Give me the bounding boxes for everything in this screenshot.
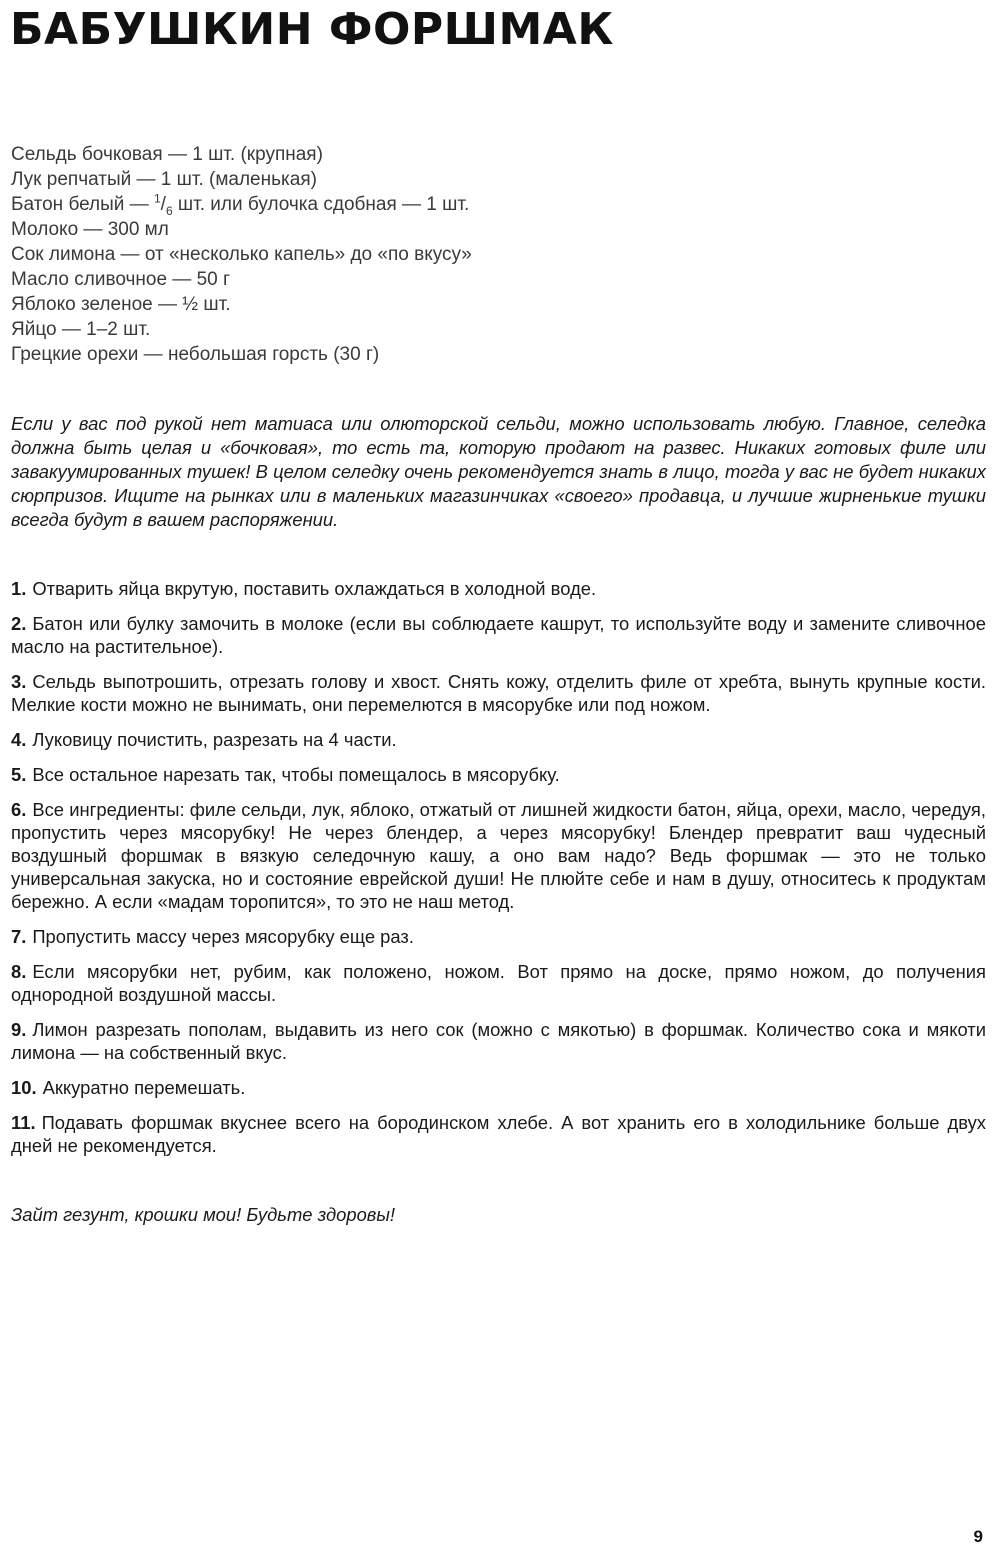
step-number: 6. (11, 799, 27, 820)
step-text: Все остальное нарезать так, чтобы помещалось в мясорубку. (32, 764, 560, 785)
closing-wish: Зайт гезунт, крошки мои! Будьте здоровы! (11, 1204, 396, 1225)
step-text: Луковицу почистить, разрезать на 4 части. (32, 729, 397, 750)
ingredient-item (11, 192, 911, 217)
step-item (11, 798, 986, 913)
step-number: 8. (11, 961, 27, 982)
step-text: Отварить яйца вкрутую, поставить охлаждаться в холодной воде. (32, 578, 597, 599)
step-number: 11. (11, 1112, 36, 1133)
step-item (11, 763, 986, 786)
ingredient-item: Лук репчатый — 1 шт. (маленькая) (11, 169, 317, 190)
step-text: Если мясорубки нет, рубим, как положено, ножом. Вот прямо на доске, прямо ножом, до получения однородной воздушной массы. (11, 961, 986, 1005)
fraction-slash: / (160, 194, 166, 215)
fraction-denominator: 6 (165, 203, 173, 218)
step-item (11, 1076, 986, 1099)
step-text: Пропустить массу через мясорубку еще раз. (32, 926, 414, 947)
step-item (11, 960, 986, 1006)
step-item (11, 612, 986, 658)
step-number: 5. (11, 764, 27, 785)
page-number: 9 (973, 1527, 983, 1546)
step-number: 7. (11, 926, 27, 947)
ingredient-item: Яйцо — 1–2 шт. (11, 319, 151, 340)
step-number: 2. (11, 613, 27, 634)
step-item (11, 577, 986, 600)
ingredient-text: шт. или булочка сдобная — 1 шт. (172, 194, 470, 215)
step-text: Сельдь выпотрошить, отрезать голову и хвост. Снять кожу, отделить филе от хребта, вынуть крупные кости. Мелкие кости можно не вынимать, они перемелются в мясорубке или под ножом. (11, 671, 986, 715)
ingredient-text: Батон белый — (11, 194, 154, 215)
step-text: Аккуратно перемешать. (42, 1077, 246, 1098)
ingredient-list (11, 142, 911, 367)
page-title: БАБУШКИН ФОРШМАК (10, 4, 614, 55)
step-number: 4. (11, 729, 27, 750)
step-item (11, 670, 986, 716)
ingredient-item: Яблоко зеленое — ½ шт. (11, 294, 231, 315)
step-text: Все ингредиенты: филе сельди, лук, яблоко, отжатый от лишней жидкости батон, яйца, орехи, масло, чередуя, пропустить через мясорубку! Не через блендер, а через мясорубку! Блендер превратит ваш чудесный воздушный форшмак в вязкую селедочную кашу, а оно вам надо? Ведь форшмак — это не только универсальная закуска, но и состояние еврейской души! Не плюйте себе и нам в душу, относитесь к продуктам бережно. А если «мадам торопится», то это не наш метод. (11, 799, 986, 912)
step-number: 10. (11, 1077, 37, 1098)
step-item (11, 728, 986, 751)
ingredient-item: Молоко — 300 мл (11, 219, 169, 240)
ingredient-item: Грецкие орехи — небольшая горсть (30 г) (11, 344, 380, 365)
step-item (11, 1018, 986, 1064)
steps-list (11, 577, 986, 1169)
step-item (11, 925, 986, 948)
step-number: 9. (11, 1019, 27, 1040)
step-text: Подавать форшмак вкуснее всего на бородинском хлебе. А вот хранить его в холодильнике больше двух дней не рекомендуется. (11, 1112, 986, 1156)
step-number: 1. (11, 578, 27, 599)
herring-tip-note: Если у вас под рукой нет матиаса или олюторской сельди, можно использовать любую. Главное, селедка должна быть целая и «бочковая», то есть та, которую продают на развес. Никаких готовых филе или завакуумированных тушек! В целом селедку очень рекомендуется знать в лицо, тогда у вас не будет никаких сюрпризов. Ищите на рынках или в маленьких магазинчиках «своего» продавца, и лучшие жирненькие тушки всегда будут в вашем распоряжении. (11, 413, 986, 530)
ingredient-item: Сок лимона — от «несколько капель» до «по вкусу» (11, 244, 472, 265)
step-number: 3. (11, 671, 27, 692)
step-text: Лимон разрезать пополам, выдавить из него сок (можно с мякотью) в форшмак. Количество сока и мякоти лимона — на собственный вкус. (11, 1019, 986, 1063)
ingredient-item: Сельдь бочковая — 1 шт. (крупная) (11, 144, 323, 165)
fraction-numerator: 1 (153, 191, 161, 206)
step-item (11, 1111, 986, 1157)
step-text: Батон или булку замочить в молоке (если вы соблюдаете кашрут, то используйте воду и замените сливочное масло на растительное). (11, 613, 986, 657)
ingredient-item: Масло сливочное — 50 г (11, 269, 230, 290)
